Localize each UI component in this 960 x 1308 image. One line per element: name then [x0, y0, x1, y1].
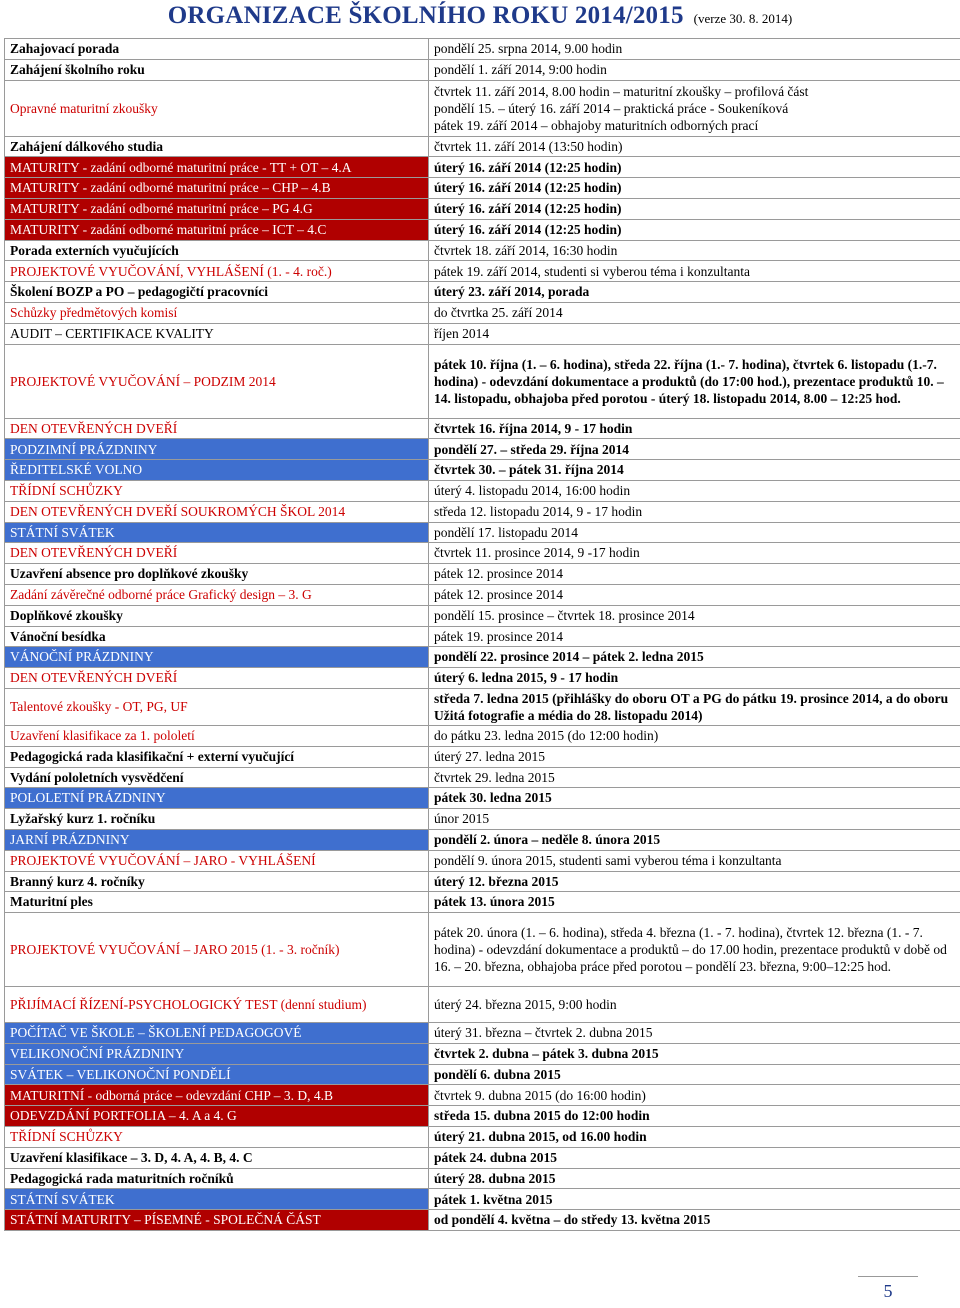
event-date-cell: od pondělí 4. května – do středy 13. května 2015 [429, 1210, 960, 1231]
schedule-row [5, 501, 960, 522]
schedule-row [5, 1106, 960, 1127]
event-date-cell: úterý 24. března 2015, 9:00 hodin [429, 987, 960, 1023]
event-date-cell: úterý 28. dubna 2015 [429, 1168, 960, 1189]
schedule-row [5, 240, 960, 261]
schedule-row [5, 1147, 960, 1168]
schedule-row [5, 668, 960, 689]
event-name-cell: PODZIMNÍ PRÁZDNINY [5, 439, 429, 460]
schedule-row [5, 157, 960, 178]
schedule-row [5, 647, 960, 668]
event-date-cell: čtvrtek 16. října 2014, 9 - 17 hodin [429, 418, 960, 439]
event-name-cell: VELIKONOČNÍ PRÁZDNINY [5, 1043, 429, 1064]
event-name-cell: MATURITY - zadání odborné maturitní práce - TT + OT – 4.A [5, 157, 429, 178]
event-date-cell: pondělí 1. září 2014, 9:00 hodin [429, 59, 960, 80]
document-title: ORGANIZACE ŠKOLNÍHO ROKU 2014/2015 [167, 2, 684, 29]
event-date-cell: úterý 31. března – čtvrtek 2. dubna 2015 [429, 1023, 960, 1044]
event-date-cell: čtvrtek 18. září 2014, 16:30 hodin [429, 240, 960, 261]
event-date-cell: pátek 13. února 2015 [429, 892, 960, 913]
schedule-row [5, 1085, 960, 1106]
event-date-cell: úterý 4. listopadu 2014, 16:00 hodin [429, 480, 960, 501]
event-date-cell: říjen 2014 [429, 323, 960, 344]
schedule-row [5, 767, 960, 788]
schedule-row [5, 746, 960, 767]
event-name-cell: Opravné maturitní zkoušky [5, 80, 429, 136]
event-name-cell: ŘEDITELSKÉ VOLNO [5, 460, 429, 481]
event-date-cell: pátek 12. prosince 2014 [429, 584, 960, 605]
event-name-cell: STÁTNÍ MATURITY – PÍSEMNÉ - SPOLEČNÁ ČÁST [5, 1210, 429, 1231]
schedule-row [5, 178, 960, 199]
event-name-cell: Zadání závěrečné odborné práce Grafický design – 3. G [5, 584, 429, 605]
schedule-row [5, 626, 960, 647]
schedule-row [5, 323, 960, 344]
event-date-cell: pátek 24. dubna 2015 [429, 1147, 960, 1168]
event-name-cell: PŘIJÍMACÍ ŘÍZENÍ-PSYCHOLOGICKÝ TEST (denní studium) [5, 987, 429, 1023]
event-name-cell: MATURITY - zadání odborné maturitní práce – PG 4.G [5, 198, 429, 219]
schedule-row [5, 198, 960, 219]
event-date-cell: úterý 16. září 2014 (12:25 hodin) [429, 219, 960, 240]
page-title-block [0, 2, 960, 30]
event-name-cell: ODEVZDÁNÍ PORTFOLIA – 4. A a 4. G [5, 1106, 429, 1127]
event-name-cell: POLOLETNÍ PRÁZDNINY [5, 788, 429, 809]
event-date-cell: pondělí 9. února 2015, studenti sami vyberou téma i konzultanta [429, 850, 960, 871]
schedule-row [5, 439, 960, 460]
event-date-cell: úterý 16. září 2014 (12:25 hodin) [429, 157, 960, 178]
schedule-row [5, 987, 960, 1023]
event-date-cell: pátek 19. prosince 2014 [429, 626, 960, 647]
event-name-cell: STÁTNÍ SVÁTEK [5, 1189, 429, 1210]
schedule-row [5, 522, 960, 543]
event-name-cell: PROJEKTOVÉ VYUČOVÁNÍ – JARO - VYHLÁŠENÍ [5, 850, 429, 871]
schedule-body [5, 39, 960, 1231]
schedule-row [5, 809, 960, 830]
schedule-row [5, 688, 960, 725]
schedule-row [5, 59, 960, 80]
schedule-row [5, 871, 960, 892]
event-name-cell: PROJEKTOVÉ VYUČOVÁNÍ – PODZIM 2014 [5, 344, 429, 418]
event-date-cell: úterý 12. března 2015 [429, 871, 960, 892]
event-date-cell: úterý 16. září 2014 (12:25 hodin) [429, 198, 960, 219]
event-date-cell: čtvrtek 2. dubna – pátek 3. dubna 2015 [429, 1043, 960, 1064]
schedule-row [5, 850, 960, 871]
event-date-cell: pondělí 6. dubna 2015 [429, 1064, 960, 1085]
schedule-row [5, 584, 960, 605]
schedule-row [5, 344, 960, 418]
schedule-row [5, 543, 960, 564]
event-date-cell: pondělí 27. – středa 29. října 2014 [429, 439, 960, 460]
schedule-row [5, 1168, 960, 1189]
event-date-cell: úterý 23. září 2014, porada [429, 282, 960, 303]
event-date-cell: pátek 20. února (1. – 6. hodina), středa 4. března (1. - 7. hodina), čtvrtek 12. března (1. - 7. hodina) - odevzdání dokumentace a produktů – do 17.00 hodin, prezentace produktů v době od 16. – 20. března, obhajoba práce před porotou – pondělí 23. března, 9:00–12:25 hod. [429, 913, 960, 987]
schedule-row [5, 261, 960, 282]
schedule-row [5, 564, 960, 585]
schedule-row [5, 480, 960, 501]
school-year-schedule-table [4, 38, 960, 1231]
event-name-cell: Pedagogická rada klasifikační + externí vyučující [5, 746, 429, 767]
event-name-cell: DEN OTEVŘENÝCH DVEŘÍ SOUKROMÝCH ŠKOL 2014 [5, 501, 429, 522]
schedule-row [5, 725, 960, 746]
version-note: (verze 30. 8. 2014) [693, 11, 793, 26]
event-name-cell: Maturitní ples [5, 892, 429, 913]
event-date-cell: únor 2015 [429, 809, 960, 830]
event-name-cell: MATURITY - zadání odborné maturitní práce – CHP – 4.B [5, 178, 429, 199]
schedule-row [5, 460, 960, 481]
event-date-cell: čtvrtek 11. září 2014, 8.00 hodin – maturitní zkoušky – profilová část pondělí 15. – úterý 16. září 2014 – praktická práce - Soukeníková pátek 19. září 2014 – obhajoby maturitních odborných prací [429, 80, 960, 136]
event-date-cell: pondělí 17. listopadu 2014 [429, 522, 960, 543]
event-date-cell: čtvrtek 30. – pátek 31. října 2014 [429, 460, 960, 481]
event-name-cell: Lyžařský kurz 1. ročníku [5, 809, 429, 830]
schedule-row [5, 913, 960, 987]
schedule-row [5, 1210, 960, 1231]
event-date-cell: pondělí 22. prosince 2014 – pátek 2. ledna 2015 [429, 647, 960, 668]
schedule-row [5, 282, 960, 303]
schedule-row [5, 1023, 960, 1044]
event-name-cell: Porada externích vyučujících [5, 240, 429, 261]
event-name-cell: Uzavření klasifikace – 3. D, 4. A, 4. B, 4. C [5, 1147, 429, 1168]
event-date-cell: středa 12. listopadu 2014, 9 - 17 hodin [429, 501, 960, 522]
event-name-cell: Schůzky předmětových komisí [5, 302, 429, 323]
event-date-cell: úterý 6. ledna 2015, 9 - 17 hodin [429, 668, 960, 689]
page-number: 5 [883, 1281, 893, 1301]
page-footer [858, 1276, 918, 1302]
event-date-cell: úterý 16. září 2014 (12:25 hodin) [429, 178, 960, 199]
event-name-cell: TŘÍDNÍ SCHŮZKY [5, 480, 429, 501]
schedule-row [5, 418, 960, 439]
event-date-cell: středa 15. dubna 2015 do 12:00 hodin [429, 1106, 960, 1127]
schedule-row [5, 892, 960, 913]
event-date-cell: pondělí 15. prosince – čtvrtek 18. prosince 2014 [429, 605, 960, 626]
event-name-cell: AUDIT – CERTIFIKACE KVALITY [5, 323, 429, 344]
schedule-row [5, 788, 960, 809]
event-name-cell: Zahájení dálkového studia [5, 136, 429, 157]
event-date-cell: pondělí 2. února – neděle 8. února 2015 [429, 829, 960, 850]
event-name-cell: Vydání pololetních vysvědčení [5, 767, 429, 788]
event-name-cell: PROJEKTOVÉ VYUČOVÁNÍ, VYHLÁŠENÍ (1. - 4. roč.) [5, 261, 429, 282]
event-name-cell: TŘÍDNÍ SCHŮZKY [5, 1127, 429, 1148]
schedule-row [5, 1189, 960, 1210]
event-date-cell: pátek 30. ledna 2015 [429, 788, 960, 809]
schedule-row [5, 80, 960, 136]
schedule-row [5, 605, 960, 626]
event-date-cell: pátek 19. září 2014, studenti si vyberou téma i konzultanta [429, 261, 960, 282]
event-name-cell: Školení BOZP a PO – pedagogičtí pracovníci [5, 282, 429, 303]
event-name-cell: POČÍTAČ VE ŠKOLE – ŠKOLENÍ PEDAGOGOVÉ [5, 1023, 429, 1044]
event-name-cell: Pedagogická rada maturitních ročníků [5, 1168, 429, 1189]
event-date-cell: pondělí 25. srpna 2014, 9.00 hodin [429, 39, 960, 60]
event-name-cell: Doplňkové zkoušky [5, 605, 429, 626]
event-name-cell: Zahájení školního roku [5, 59, 429, 80]
schedule-row [5, 39, 960, 60]
event-name-cell: DEN OTEVŘENÝCH DVEŘÍ [5, 418, 429, 439]
event-name-cell: Branný kurz 4. ročníky [5, 871, 429, 892]
event-date-cell: úterý 21. dubna 2015, od 16.00 hodin [429, 1127, 960, 1148]
event-name-cell: SVÁTEK – VELIKONOČNÍ PONDĚLÍ [5, 1064, 429, 1085]
event-name-cell: VÁNOČNÍ PRÁZDNINY [5, 647, 429, 668]
event-date-cell: čtvrtek 9. dubna 2015 (do 16:00 hodin) [429, 1085, 960, 1106]
event-date-cell: čtvrtek 29. ledna 2015 [429, 767, 960, 788]
footer-divider [858, 1276, 918, 1277]
event-name-cell: Zahajovací porada [5, 39, 429, 60]
event-date-cell: úterý 27. ledna 2015 [429, 746, 960, 767]
event-date-cell: čtvrtek 11. prosince 2014, 9 -17 hodin [429, 543, 960, 564]
event-date-cell: pátek 1. května 2015 [429, 1189, 960, 1210]
event-name-cell: PROJEKTOVÉ VYUČOVÁNÍ – JARO 2015 (1. - 3. ročník) [5, 913, 429, 987]
schedule-row [5, 219, 960, 240]
event-date-cell: čtvrtek 11. září 2014 (13:50 hodin) [429, 136, 960, 157]
schedule-row [5, 1043, 960, 1064]
event-date-cell: středa 7. ledna 2015 (přihlášky do oboru OT a PG do pátku 19. prosince 2014, a do oboru Užitá fotografie a média do 28. listopadu 2014) [429, 688, 960, 725]
schedule-row [5, 829, 960, 850]
event-name-cell: Uzavření klasifikace za 1. pololetí [5, 725, 429, 746]
event-name-cell: JARNÍ PRÁZDNINY [5, 829, 429, 850]
event-name-cell: Vánoční besídka [5, 626, 429, 647]
event-name-cell: Uzavření absence pro doplňkové zkoušky [5, 564, 429, 585]
event-name-cell: STÁTNÍ SVÁTEK [5, 522, 429, 543]
schedule-row [5, 1064, 960, 1085]
schedule-row [5, 136, 960, 157]
event-name-cell: DEN OTEVŘENÝCH DVEŘÍ [5, 668, 429, 689]
event-name-cell: Talentové zkoušky - OT, PG, UF [5, 688, 429, 725]
event-date-cell: pátek 10. října (1. – 6. hodina), středa 22. října (1.- 7. hodina), čtvrtek 6. listopadu (1.-7. hodina) - odevzdání dokumentace a produktů (do 17:00 hod.), prezentace produktů 10. – 14. listopadu, obhajoba před porotou - úterý 18. listopadu 2014, 8.00 – 12:25 hod. [429, 344, 960, 418]
event-name-cell: DEN OTEVŘENÝCH DVEŘÍ [5, 543, 429, 564]
event-name-cell: MATURITY - zadání odborné maturitní práce – ICT – 4.C [5, 219, 429, 240]
event-date-cell: do pátku 23. ledna 2015 (do 12:00 hodin) [429, 725, 960, 746]
event-date-cell: pátek 12. prosince 2014 [429, 564, 960, 585]
event-name-cell: MATURITNÍ - odborná práce – odevzdání CHP – 3. D, 4.B [5, 1085, 429, 1106]
schedule-row [5, 302, 960, 323]
schedule-row [5, 1127, 960, 1148]
event-date-cell: do čtvrtka 25. září 2014 [429, 302, 960, 323]
